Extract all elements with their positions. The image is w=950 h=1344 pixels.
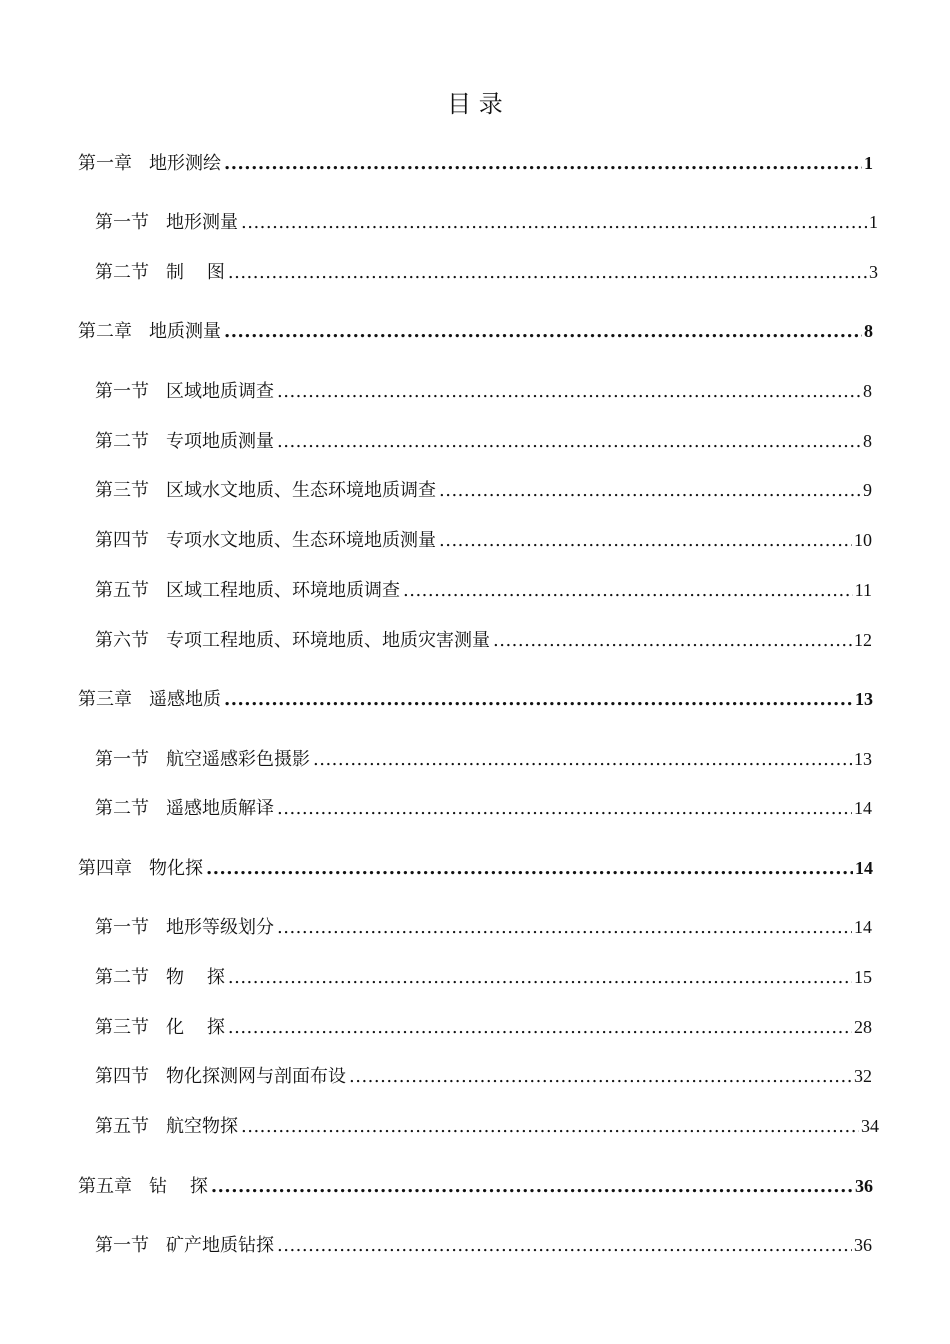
section-name: 区域水文地质、生态环境地质调查 <box>166 480 436 501</box>
section-name: 物化探测网与剖面布设 <box>166 1066 346 1087</box>
toc-section-2-2[interactable] <box>95 428 872 454</box>
chapter-name: 遥感地质 <box>149 689 221 710</box>
chapter-name: 地质测量 <box>149 321 221 342</box>
toc-section-3-1[interactable] <box>95 746 872 772</box>
chapter-name: 地形测绘 <box>149 153 221 174</box>
section-page-number: 15 <box>854 967 872 987</box>
toc-section-2-6[interactable] <box>95 627 872 653</box>
section-number: 第一节 <box>95 381 149 402</box>
chapter-number: 第三章 <box>78 689 132 710</box>
chapter-page-number: 14 <box>855 858 873 878</box>
section-page-number: 28 <box>854 1017 872 1037</box>
toc-section-2-5[interactable] <box>95 577 872 603</box>
section-number: 第一节 <box>95 749 149 770</box>
toc-section-4-3[interactable] <box>95 1014 872 1040</box>
dot-leader <box>277 379 861 405</box>
chapter-page-number: 13 <box>855 689 873 709</box>
section-page-number: 32 <box>854 1066 872 1086</box>
dot-leader <box>439 528 852 554</box>
section-page-number: 11 <box>854 580 872 600</box>
dot-leader <box>224 319 862 345</box>
section-name: 航空物探 <box>166 1116 238 1137</box>
section-name: 矿产地质钻探 <box>166 1235 274 1256</box>
dot-leader <box>277 796 852 822</box>
dot-leader <box>403 578 853 604</box>
section-number: 第二节 <box>95 431 149 452</box>
section-name: 航空遥感彩色摄影 <box>166 749 310 770</box>
section-number: 第五节 <box>95 1116 149 1137</box>
toc-chapter-2[interactable] <box>78 318 873 344</box>
section-number: 第五节 <box>95 580 149 601</box>
section-name: 地形等级划分 <box>166 917 274 938</box>
chapter-number: 第五章 <box>78 1176 132 1197</box>
section-number: 第三节 <box>95 480 149 501</box>
toc-section-2-1[interactable] <box>95 378 872 404</box>
dot-leader <box>277 915 852 941</box>
section-number: 第六节 <box>95 630 149 651</box>
section-page-number: 1 <box>869 212 878 232</box>
toc-chapter-5[interactable] <box>78 1173 873 1199</box>
toc-chapter-3[interactable] <box>78 686 873 712</box>
toc-section-3-2[interactable] <box>95 795 872 821</box>
toc-section-2-4[interactable] <box>95 527 872 553</box>
section-page-number: 14 <box>854 917 872 937</box>
section-page-number: 10 <box>854 530 872 550</box>
dot-leader <box>241 1114 859 1140</box>
chapter-page-number: 36 <box>855 1176 873 1196</box>
toc-chapter-4[interactable] <box>78 855 873 881</box>
toc-section-4-2[interactable] <box>95 964 872 990</box>
dot-leader <box>439 478 861 504</box>
chapter-page-number: 1 <box>864 153 873 173</box>
toc-section-4-1[interactable] <box>95 914 872 940</box>
section-name: 化 探 <box>166 1017 225 1038</box>
dot-leader <box>277 1233 852 1259</box>
section-name: 制 图 <box>166 262 225 283</box>
section-page-number: 8 <box>863 431 872 451</box>
section-name: 遥感地质解译 <box>166 798 274 819</box>
section-name: 专项水文地质、生态环境地质测量 <box>166 530 436 551</box>
toc-section-5-1[interactable] <box>95 1232 872 1258</box>
chapter-number: 第四章 <box>78 858 132 879</box>
section-number: 第二节 <box>95 798 149 819</box>
dot-leader <box>228 1015 852 1041</box>
section-number: 第一节 <box>95 1235 149 1256</box>
toc-section-2-3[interactable] <box>95 477 872 503</box>
toc-section-4-5[interactable] <box>95 1113 879 1139</box>
section-name: 物 探 <box>166 967 225 988</box>
section-number: 第一节 <box>95 917 149 938</box>
dot-leader <box>228 260 867 286</box>
section-page-number: 8 <box>863 381 872 401</box>
dot-leader <box>206 856 853 882</box>
toc-section-1-2[interactable] <box>95 259 878 285</box>
toc-title: 目 录 <box>447 90 503 118</box>
chapter-page-number: 8 <box>864 321 873 341</box>
dot-leader <box>241 210 867 236</box>
section-number: 第二节 <box>95 967 149 988</box>
dot-leader <box>493 628 852 654</box>
section-name: 专项工程地质、环境地质、地质灾害测量 <box>166 630 490 651</box>
toc-chapter-1[interactable] <box>78 150 873 176</box>
section-name: 专项地质测量 <box>166 431 274 452</box>
section-number: 第一节 <box>95 212 149 233</box>
section-name: 区域工程地质、环境地质调查 <box>166 580 400 601</box>
dot-leader <box>349 1064 852 1090</box>
dot-leader <box>224 687 853 713</box>
section-name: 区域地质调查 <box>166 381 274 402</box>
section-number: 第四节 <box>95 1066 149 1087</box>
chapter-name: 物化探 <box>149 858 203 879</box>
section-page-number: 36 <box>854 1235 872 1255</box>
section-page-number: 34 <box>861 1116 879 1136</box>
section-number: 第二节 <box>95 262 149 283</box>
dot-leader <box>228 965 852 991</box>
section-page-number: 14 <box>854 798 872 818</box>
section-name: 地形测量 <box>166 212 238 233</box>
section-page-number: 9 <box>863 480 872 500</box>
section-number: 第四节 <box>95 530 149 551</box>
toc-section-4-4[interactable] <box>95 1063 872 1089</box>
section-number: 第三节 <box>95 1017 149 1038</box>
dot-leader <box>224 151 862 177</box>
toc-section-1-1[interactable] <box>95 209 878 235</box>
dot-leader <box>277 429 861 455</box>
chapter-number: 第二章 <box>78 321 132 342</box>
chapter-name: 钻 探 <box>149 1176 208 1197</box>
dot-leader <box>313 747 852 773</box>
chapter-number: 第一章 <box>78 153 132 174</box>
section-page-number: 12 <box>854 630 872 650</box>
section-page-number: 3 <box>869 262 878 282</box>
dot-leader <box>211 1174 853 1200</box>
section-page-number: 13 <box>854 749 872 769</box>
